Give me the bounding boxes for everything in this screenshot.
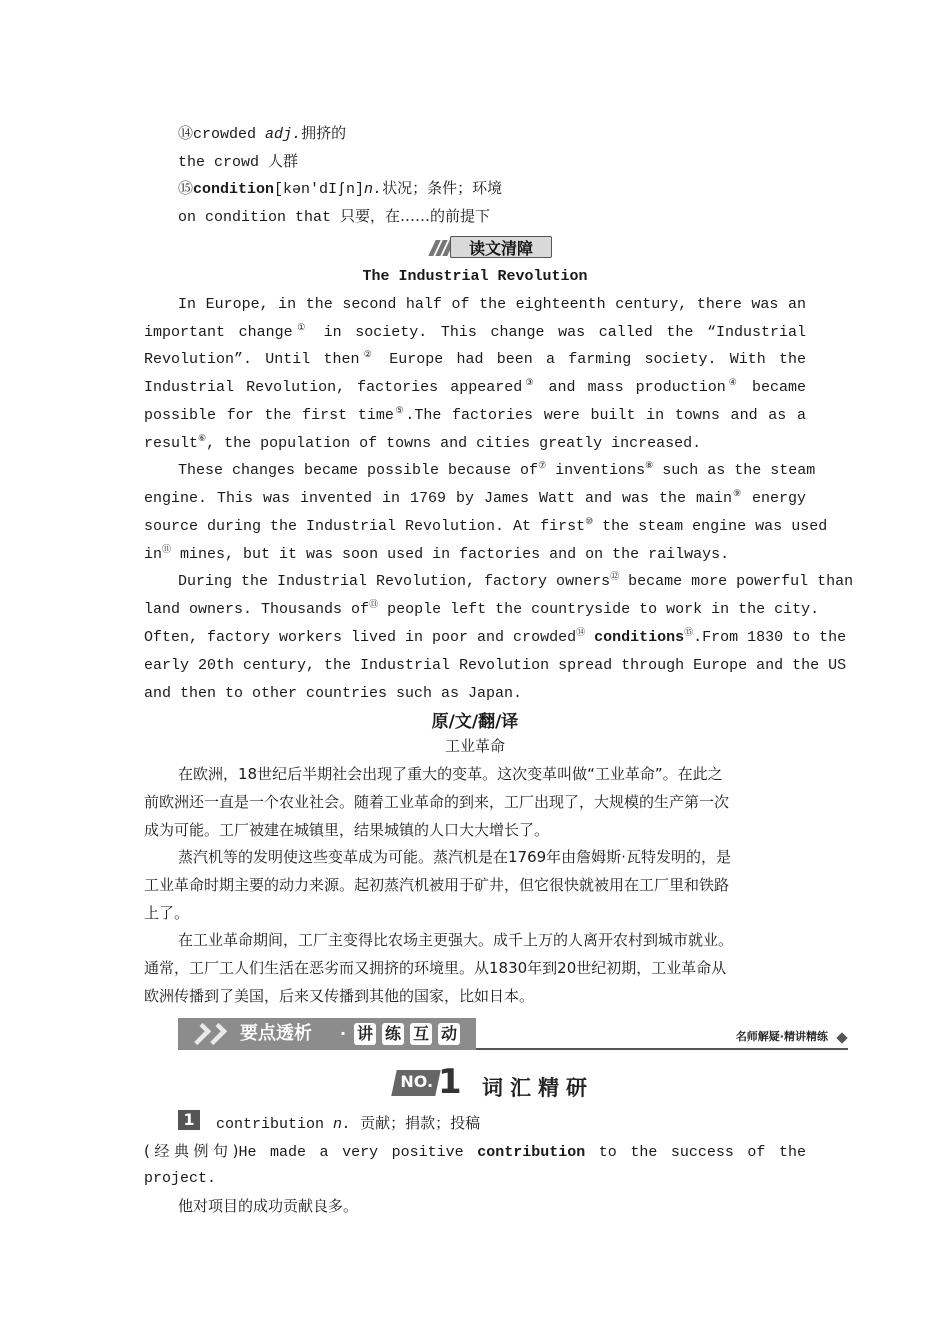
passage-line: result⑥, the population of towns and cities greatly increased.: [144, 434, 702, 452]
vocab-phrase-condition: [178, 206, 806, 226]
vocab-condition: [178, 178, 806, 198]
footnote-marker: ⑩: [585, 517, 594, 527]
translation-line: 蒸汽机等的发明使这些变革成为可能。蒸汽机是在1769年由詹姆斯·瓦特发明的，是: [178, 848, 731, 866]
section-title: 词汇精研: [482, 1076, 594, 1100]
passage-line: and then to other countries such as Japan.: [144, 685, 523, 702]
phonetic: [kən'dIʃn]: [274, 181, 365, 198]
passage-line: land owners. Thousands of⑬ people left the countryside to work in the city.: [144, 600, 820, 618]
entry-number-badge: 1: [178, 1110, 200, 1130]
translation-line: 在工业革命期间，工厂主变得比农场主更强大。成千上万的人离开农村到城市就业。: [178, 931, 734, 949]
passage-line: Often, factory workers lived in poor and crowded⑭ conditions⑮.From 1830 to the: [144, 628, 847, 646]
footnote-marker: ⑬: [369, 600, 379, 610]
section-banner-label: 要点透析: [240, 1023, 312, 1044]
vocab-word: condition: [193, 181, 275, 198]
passage-line: During the Industrial Revolution, factory owners⑫ became more powerful than: [178, 572, 854, 590]
footnote-marker: ②: [359, 350, 377, 360]
footnote-marker: ⑧: [645, 461, 654, 471]
translation-title: 工业革命: [444, 737, 505, 755]
key-word: conditions: [594, 629, 685, 646]
translation-line: 上了。: [144, 904, 190, 922]
section-banner-label: 读文清障: [450, 236, 552, 258]
footnote-marker: ①: [292, 323, 310, 333]
passage-line: important change① in society. This change was called the “Industrial: [144, 323, 806, 341]
footnote-marker: ⑦: [538, 461, 547, 471]
footnote-marker: ⑫: [610, 572, 620, 582]
item-marker: ⑮: [178, 181, 194, 198]
vocab-phrase-crowd: [178, 151, 806, 171]
footnote-marker: ⑭: [576, 628, 586, 638]
example-sentence: (经典例句)He made a very positive contribution to the success of the: [144, 1142, 806, 1161]
passage-line: Industrial Revolution, factories appeared③ and mass production④ became: [144, 378, 806, 396]
translation-line: 通常，工厂工人们生活在恶劣而又拥挤的环境里。从1830年到20世纪初期，工业革命从: [144, 959, 727, 977]
section-heading-no1: [394, 1064, 634, 1100]
entry-headword: [216, 1113, 806, 1133]
example-translation: 他对项目的成功贡献良多。: [178, 1197, 359, 1215]
example-sentence-cont: project.: [144, 1170, 217, 1187]
phrase: on condition that: [178, 209, 332, 226]
key-word: contribution: [477, 1144, 586, 1161]
footnote-marker: ⑨: [731, 489, 742, 499]
footnote-marker: ⑤: [393, 406, 406, 416]
part-of-speech: adj.: [265, 126, 302, 143]
example-label: (经典例句): [144, 1142, 239, 1160]
vocab-crowded: [178, 123, 806, 143]
no-badge-label: NO.: [400, 1072, 434, 1091]
footnote-marker: ⑮: [684, 628, 694, 638]
phrase-meaning: 只要，在……的前提下: [340, 207, 491, 225]
footnote-marker: ③: [522, 378, 537, 388]
entry-word: contribution: [216, 1116, 325, 1133]
footnote-marker: ⑪: [162, 545, 172, 555]
passage-line: In Europe, in the second half of the eighteenth century, there was an: [178, 296, 806, 313]
banner-rule: [476, 1048, 848, 1050]
section-banner-reading: [428, 234, 554, 260]
no-badge: [391, 1070, 441, 1096]
separator: ·: [340, 1024, 347, 1043]
translation-line: 欧洲传播到了美国，后来又传播到其他的国家，比如日本。: [144, 987, 535, 1005]
translation-line: 前欧洲还一直是一个农业社会。随着工业革命的到来，工厂出现了，大规模的生产第一次: [144, 793, 730, 811]
vocab-meaning: 状况；条件；环境: [382, 179, 503, 197]
section-banner-points: [178, 1018, 848, 1052]
part-of-speech: n.: [364, 181, 383, 198]
banner-subtitle: 名师解疑·精讲精练: [735, 1030, 828, 1043]
banner-char: 互: [410, 1023, 432, 1045]
translation-heading: 原/文/翻/译: [431, 712, 519, 732]
part-of-speech: n.: [333, 1116, 352, 1133]
passage-line: Revolution”. Until then② Europe had been a farming society. With the: [144, 350, 806, 368]
passage-line: engine. This was invented in 1769 by James Watt and was the main⑨ energy: [144, 489, 806, 507]
banner-char: 动: [438, 1023, 460, 1045]
phrase-meaning: 人群: [268, 152, 299, 170]
passage-line: early 20th century, the Industrial Revolution spread through Europe and the US: [144, 657, 847, 674]
translation-line: 成为可能。工厂被建在城镇里，结果城镇的人口大大增长了。: [144, 821, 550, 839]
section-number: 1: [438, 1062, 462, 1102]
passage-line: in⑪ mines, but it was soon used in factories and on the railways.: [144, 545, 730, 563]
phrase: the crowd: [178, 154, 260, 171]
diamond-icon: [836, 1032, 847, 1043]
footnote-marker: ⑥: [198, 434, 207, 444]
banner-char: 讲: [354, 1023, 376, 1045]
entry-meaning: 贡献；捐款；投稿: [360, 1114, 481, 1132]
passage-title: The Industrial Revolution: [362, 268, 588, 285]
passage-line: These changes became possible because of⑦ inventions⑧ such as the steam: [178, 461, 816, 479]
passage-line: possible for the first time⑤.The factories were built in towns and as a: [144, 406, 806, 424]
passage-line: source during the Industrial Revolution. At first⑩ the steam engine was used: [144, 517, 828, 535]
vocab-meaning: 拥挤的: [301, 124, 347, 142]
footnote-marker: ④: [725, 378, 740, 388]
vocab-word: crowded: [193, 126, 257, 143]
banner-char: 练: [382, 1023, 404, 1045]
translation-line: 工业革命时期主要的动力来源。起初蒸汽机被用于矿井，但它很快就被用在工厂里和铁路: [144, 876, 730, 894]
translation-line: 在欧洲，18世纪后半期社会出现了重大的变革。这次变革叫做“工业革命”。在此之: [178, 765, 723, 783]
item-marker: ⑭: [178, 126, 194, 143]
